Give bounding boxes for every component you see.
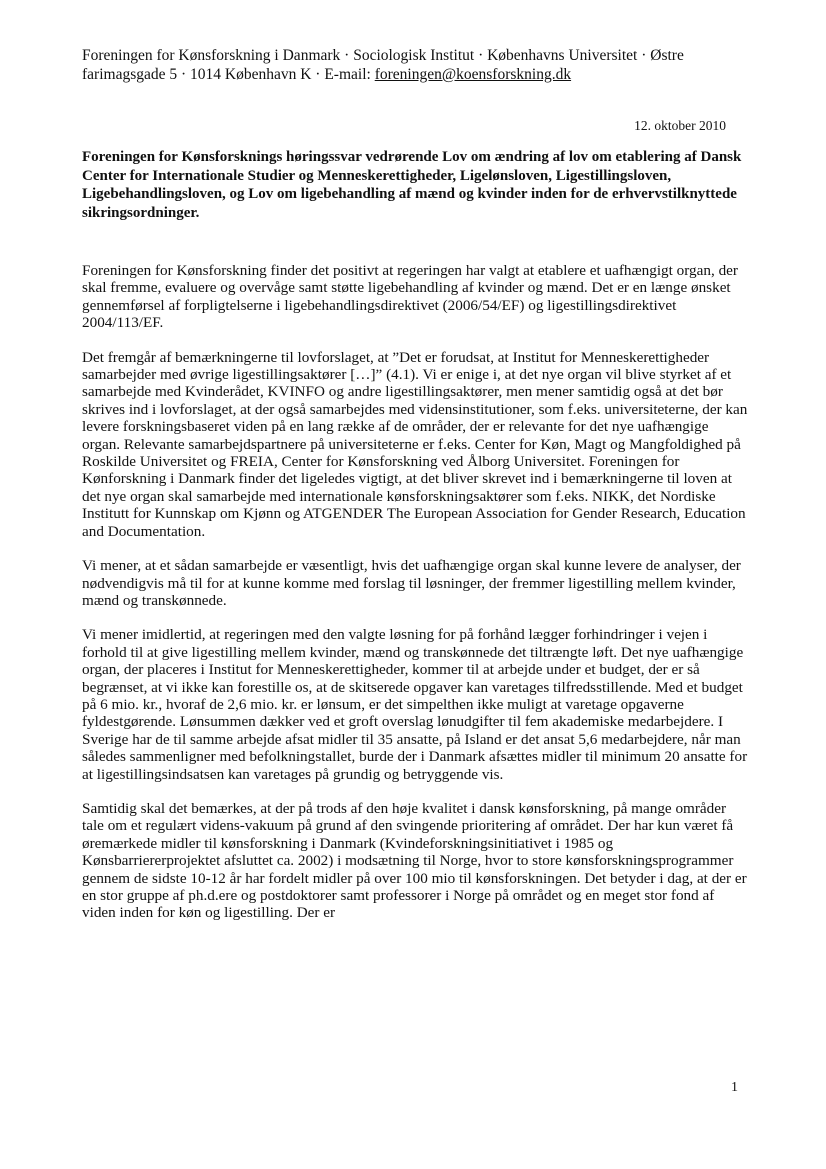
paragraph-1: Foreningen for Kønsforskning finder det positivt at regeringen har valgt at etablere et uafhængigt organ, der skal fremme, evaluere og overvåge samt støtte ligebehandling af kvinder og mænd. Det er en længe ønsket gennemførsel af forpligtelserne i ligebehandlingsdirektivet (2006/54/EF) og ligestillingsdirektivet 2004/113/EF. [82, 262, 738, 332]
document-body [82, 262, 750, 939]
letterhead-address: farimagsgade 5 · 1014 København K · E-mail: [82, 66, 375, 83]
letterhead-line-2 [82, 65, 742, 84]
document-title: Foreningen for Kønsforsknings høringssvar vedrørende Lov om ændring af lov om etablering af Dansk Center for Internationale Studier og Menneskerettigheder, Ligelønsloven, Ligestillingsloven, Ligebehandlingsloven, og Lov om ligebehandling af mænd og kvinder inden for de erhvervstilknyttede sikringsordninger. [82, 149, 742, 221]
email-link[interactable]: foreningen@koensforskning.dk [374, 66, 572, 83]
letterhead-line-1: Foreningen for Kønsforskning i Danmark · Sociologisk Institut · Københavns Universitet · Østre [82, 47, 684, 64]
paragraph-4: Vi mener imidlertid, at regeringen med den valgte løsning for på forhånd lægger forhindringer i vejen i forhold til at give ligestilling mellem kvinder, mænd og transkønnede det tiltrængte løft. Det nye uafhængige organ, der placeres i Institut for Menneskerettigheder, kommer til at arbejde under et budget, der er så begrænset, at vi ikke kan forestille os, at de skitserede opgaver kan varetages tilfredsstillende. Med et budget på 6 mio. kr., hvoraf de 2,6 mio. kr. er lønsum, er det simpelthen ikke muligt at varetage opgaverne fyldestgørende. Lønsummen dækker ved et groft overslag lønudgifter til fem akademiske medarbejdere. I Sverige har de til samme arbejde afsat midler til 35 ansatte, på Island er det ansat 5,6 medarbejdere, når man således sammenligner med befolkningstallet, burde der i Danmark afsættes midler til minimum 20 ansatte for at ligestillingsindsatsen kan varetages på grundig og betryggende vis. [82, 626, 748, 783]
paragraph-3: Vi mener, at et sådan samarbejde er væsentligt, hvis det uafhængige organ skal kunne levere de analyser, der nødvendigvis må til for at kunne komme med forslag til løsninger, der fremmer ligestilling mellem kvinder, mænd og transkønnede. [82, 557, 741, 609]
document-date: 12. oktober 2010 [634, 118, 726, 133]
paragraph-5: Samtidig skal det bemærkes, at der på trods af den høje kvalitet i dansk kønsforskning, på mange områder tale om et regulært videns-vakuum på grund af den svingende prioritering af området. Der har kun været få øremærkede midler til kønsforskning i Danmark (Kvindeforskningsinitiativet i 1985 og Kønsbarriererprojektet afsluttet ca. 2002) i modsætning til Norge, hvor to store kønsforskningsprogrammer gennem de sidste 10-12 år har fordelt midler på over 100 mio til kønsforskningen. Det betyder i dag, at der er en stor gruppe af ph.d.ere og postdoktorer samt professorer i Norge på området og en meget stor fond af viden inden for køn og ligestilling. Der er [82, 799, 747, 922]
paragraph-2: Det fremgår af bemærkningerne til lovforslaget, at ”Det er forudsat, at Institut for Menneskerettigheder samarbejder med øvrige ligestillingsaktører […]” (4.1). Vi er enige i, at det nye organ vil blive styrket af et samarbejde med Kvinderådet, KVINFO og andre ligestillingsaktører, men mener samtidig også at det bør skrives ind i lovforslaget, at der også samarbejdes med vidensinstitutioner, som f.eks. universiteterne, der kan levere forskningsbaseret viden på en lang række af de områder, der er relevante for det nye uafhængige organ. Relevante samarbejdspartnere på universiteterne er f.eks. Center for Køn, Magt og Mangfoldighed på Roskilde Universitet og FREIA, Center for Kønsforskning ved Ålborg Universitet. Foreningen for Kønforskning i Danmark finder det ligeledes vigtigt, at det bliver skrevet ind i bemærkningerne til loven at det nye organ skal samarbejde med internationale kønsforskningsaktører som f.eks. NIKK, det Nordiske Institutt for Kunnskap om Kjønn og ATGENDER The European Association for Gender Research, Education and Documentation. [82, 348, 748, 540]
page-number: 1 [731, 1080, 738, 1095]
letterhead [82, 46, 742, 84]
